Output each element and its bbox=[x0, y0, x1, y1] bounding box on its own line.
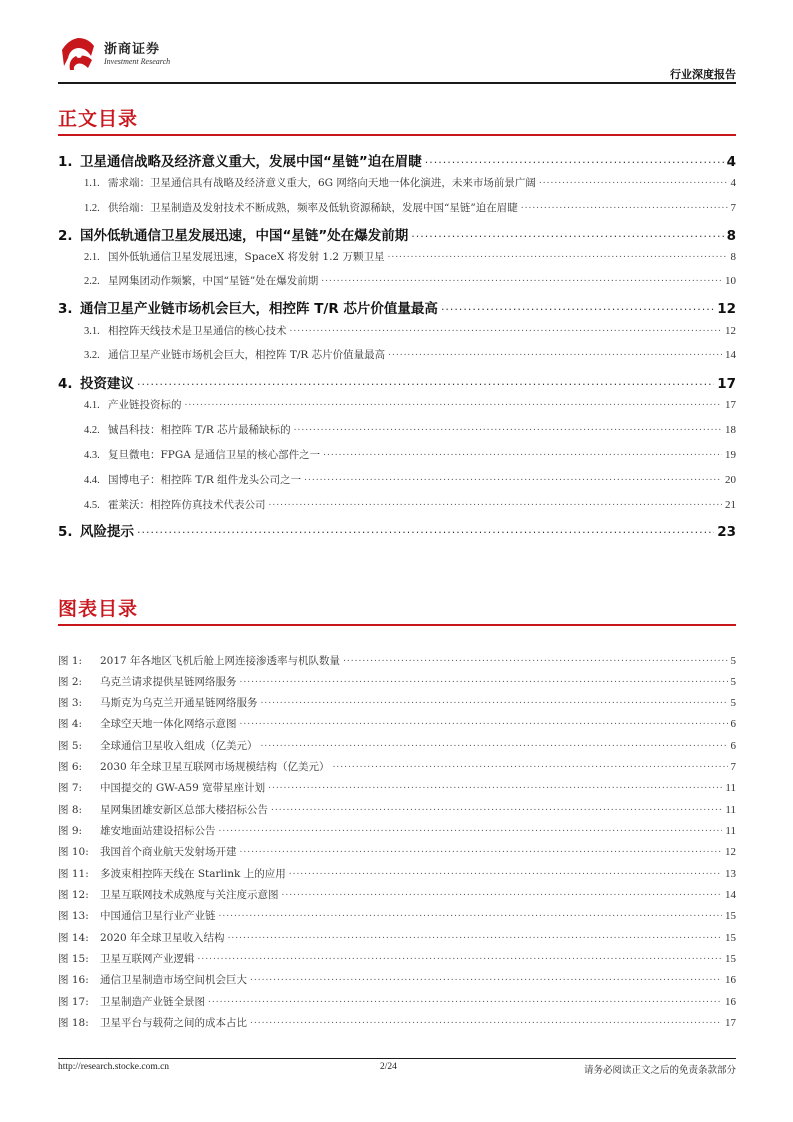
dot-leader bbox=[198, 953, 723, 962]
footer-divider bbox=[58, 1058, 736, 1059]
dot-leader bbox=[294, 424, 722, 433]
toc-entry[interactable] bbox=[84, 323, 736, 338]
figure-entry-title: 卫星互联网技术成熟度与关注度示意图 bbox=[100, 889, 279, 901]
toc-entry-number: 1.1. bbox=[84, 178, 100, 189]
toc-entry-page: 18 bbox=[725, 424, 736, 436]
figure-entry[interactable] bbox=[58, 866, 736, 881]
figure-entry-title: 卫星制造产业链全景图 bbox=[100, 996, 205, 1008]
toc-entry-page: 19 bbox=[725, 449, 736, 461]
logo-english-name: Investment Research bbox=[104, 57, 171, 66]
figure-entry[interactable] bbox=[58, 802, 736, 817]
toc-entry-title: 投资建议 bbox=[80, 376, 134, 392]
figure-entry-title: 2030 年全球卫星互联网市场规模结构（亿美元） bbox=[100, 761, 330, 773]
toc-entry-number: 2. bbox=[58, 228, 73, 244]
figure-entry-title: 卫星互联网产业逻辑 bbox=[100, 953, 195, 965]
toc-entry[interactable] bbox=[84, 397, 736, 412]
disclaimer-note: 请务必阅读正文之后的免责条款部分 bbox=[583, 1065, 736, 1076]
figure-entry[interactable] bbox=[58, 887, 736, 902]
dot-leader bbox=[268, 782, 722, 791]
toc-entry[interactable] bbox=[58, 297, 736, 317]
figure-entry-title: 星网集团雄安新区总部大楼招标公告 bbox=[100, 804, 268, 816]
footer-url-link[interactable]: http://research.stocke.com.cn bbox=[58, 1062, 170, 1072]
dot-leader bbox=[343, 655, 727, 664]
toc-entry-title: 产业链投资标的 bbox=[108, 399, 182, 411]
toc-entry-title: 国外低轨通信卫星发展迅速，SpaceX 将发射 1.2 万颗卫星 bbox=[108, 251, 385, 263]
figure-entry-page: 5 bbox=[730, 655, 736, 667]
figure-entry-title: 全球通信卫星收入组成（亿美元） bbox=[100, 740, 258, 752]
toc-entry-number: 2.2. bbox=[84, 276, 100, 287]
figure-entry[interactable] bbox=[58, 930, 736, 945]
figure-entry-page: 5 bbox=[730, 697, 736, 709]
toc-entry[interactable] bbox=[84, 422, 736, 437]
report-type-label: 行业深度报告 bbox=[670, 68, 736, 81]
toc-entry[interactable] bbox=[84, 273, 736, 288]
figure-entry-title: 中国通信卫星行业产业链 bbox=[100, 910, 216, 922]
figure-entry-page: 5 bbox=[730, 676, 736, 688]
figure-entry-page: 11 bbox=[725, 782, 736, 794]
toc-entry-title: 需求端：卫星通信具有战略及经济意义重大，6G 网络向天地一体化演进，未来市场前景广阔 bbox=[108, 177, 536, 189]
figure-entry-page: 15 bbox=[725, 932, 736, 944]
figure-entry[interactable] bbox=[58, 908, 736, 923]
figure-entry-number: 图 11: bbox=[58, 868, 89, 880]
dot-leader bbox=[441, 302, 714, 313]
dot-leader bbox=[240, 676, 728, 685]
figure-entry[interactable] bbox=[58, 951, 736, 966]
toc-entry-title: 风险提示 bbox=[80, 524, 134, 540]
dot-leader bbox=[208, 996, 722, 1005]
toc-entry-number: 2.1. bbox=[84, 252, 100, 263]
toc-entry-number: 4. bbox=[58, 376, 73, 392]
toc-entry-number: 5. bbox=[58, 524, 73, 540]
page-number: 2/24 bbox=[380, 1062, 397, 1072]
figure-list-title: 图表目录 bbox=[58, 598, 139, 620]
figure-entry-page: 13 bbox=[725, 868, 736, 880]
figure-entry[interactable] bbox=[58, 716, 736, 731]
figure-list-title-divider bbox=[58, 624, 736, 626]
figure-entry-page: 7 bbox=[730, 761, 736, 773]
figure-entry-title: 卫星平台与载荷之间的成本占比 bbox=[100, 1017, 247, 1029]
figure-entry-number: 图 3: bbox=[58, 697, 83, 709]
toc-entry-page: 12 bbox=[725, 325, 736, 337]
toc-entry-page: 20 bbox=[725, 474, 736, 486]
figure-entry-title: 通信卫星制造市场空间机会巨大 bbox=[100, 974, 247, 986]
dot-leader bbox=[323, 449, 722, 458]
toc-entry-title: 复旦微电：FPGA 是通信卫星的核心部件之一 bbox=[108, 449, 321, 461]
toc-entry-number: 4.3. bbox=[84, 450, 100, 461]
toc-entry-number: 3.1. bbox=[84, 326, 100, 337]
toc-entry-page: 4 bbox=[730, 177, 736, 189]
dot-leader bbox=[289, 868, 722, 877]
toc-entry[interactable] bbox=[58, 224, 736, 244]
figure-entry-title: 乌克兰请求提供星链网络服务 bbox=[100, 676, 237, 688]
figure-entry-page: 6 bbox=[730, 740, 736, 752]
figure-entry-number: 图 16: bbox=[58, 974, 89, 986]
dot-leader bbox=[240, 846, 723, 855]
toc-entry-page: 21 bbox=[725, 499, 736, 511]
figure-entry[interactable] bbox=[58, 844, 736, 859]
toc-entry-page: 8 bbox=[730, 251, 736, 263]
dot-leader bbox=[219, 910, 723, 919]
toc-entry-title: 供给端：卫星制造及发射技术不断成熟，频率及低轨资源稀缺，发展中国“星链”迫在眉睫 bbox=[108, 202, 518, 214]
dot-leader bbox=[240, 718, 728, 727]
toc-entry-page: 17 bbox=[717, 376, 736, 392]
figure-entry-number: 图 7: bbox=[58, 782, 83, 794]
figure-entry-number: 图 14: bbox=[58, 932, 89, 944]
figure-entry[interactable] bbox=[58, 653, 736, 668]
dot-leader bbox=[185, 399, 723, 408]
figure-entry-title: 全球空天地一体化网络示意图 bbox=[100, 718, 237, 730]
figure-entry[interactable] bbox=[58, 674, 736, 689]
figure-entry-page: 16 bbox=[725, 974, 736, 986]
dot-leader bbox=[333, 761, 728, 770]
company-logo-icon bbox=[58, 36, 98, 72]
figure-entry[interactable] bbox=[58, 1015, 736, 1030]
figure-entry-number: 图 10: bbox=[58, 846, 89, 858]
toc-entry-title: 通信卫星产业链市场机会巨大，相控阵 T/R 芯片价值量最高 bbox=[108, 349, 386, 361]
figure-entry-page: 15 bbox=[725, 910, 736, 922]
toc-entry[interactable] bbox=[58, 372, 736, 392]
toc-entry-title: 国博电子：相控阵 T/R 组件龙头公司之一 bbox=[108, 474, 302, 486]
toc-entry[interactable] bbox=[84, 249, 736, 264]
figure-entry-title: 2020 年全球卫星收入结构 bbox=[100, 932, 225, 944]
figure-entry-title: 2017 年各地区飞机后舱上网连接渗透率与机队数量 bbox=[100, 655, 341, 667]
toc-entry[interactable] bbox=[84, 472, 736, 487]
figure-entry-number: 图 15: bbox=[58, 953, 89, 965]
toc-entry[interactable] bbox=[84, 175, 736, 190]
logo-chinese-name: 浙商证券 bbox=[104, 42, 161, 57]
toc-entry[interactable] bbox=[84, 497, 736, 512]
figure-entry-page: 12 bbox=[725, 846, 736, 858]
dot-leader bbox=[261, 697, 728, 706]
dot-leader bbox=[271, 804, 722, 813]
figure-entry-page: 16 bbox=[725, 996, 736, 1008]
toc-entry-page: 4 bbox=[726, 154, 736, 170]
toc-entry-title: 星网集团动作频繁，中国“星链”处在爆发前期 bbox=[108, 275, 319, 287]
toc-entry-number: 3. bbox=[58, 301, 73, 317]
toc-entry-title: 卫星通信战略及经济意义重大，发展中国“星链”迫在眉睫 bbox=[80, 154, 422, 170]
figure-entry-number: 图 8: bbox=[58, 804, 83, 816]
toc-entry[interactable] bbox=[84, 200, 736, 215]
toc-entry-title: 国外低轨通信卫星发展迅速，中国“星链”处在爆发前期 bbox=[80, 228, 409, 244]
dot-leader bbox=[137, 525, 714, 536]
figure-entry-title: 中国提交的 GW-A59 宽带星座计划 bbox=[100, 782, 266, 794]
figure-entry[interactable] bbox=[58, 695, 736, 710]
toc-entry[interactable] bbox=[84, 347, 736, 362]
dot-leader bbox=[411, 229, 723, 240]
toc-entry-number: 4.1. bbox=[84, 400, 100, 411]
figure-entry-number: 图 9: bbox=[58, 825, 83, 837]
toc-entry-number: 1.2. bbox=[84, 203, 100, 214]
toc-entry-title: 通信卫星产业链市场机会巨大，相控阵 T/R 芯片价值量最高 bbox=[80, 301, 438, 317]
toc-entry-page: 7 bbox=[730, 202, 736, 214]
figure-entry-number: 图 1: bbox=[58, 655, 83, 667]
figure-entry-title: 我国首个商业航天发射场开建 bbox=[100, 846, 237, 858]
figure-entry-number: 图 6: bbox=[58, 761, 83, 773]
figure-entry[interactable] bbox=[58, 994, 736, 1009]
toc-entry-page: 12 bbox=[717, 301, 736, 317]
dot-leader bbox=[261, 740, 728, 749]
figure-entry-number: 图 13: bbox=[58, 910, 89, 922]
dot-leader bbox=[387, 251, 727, 260]
dot-leader bbox=[521, 202, 728, 211]
figure-entry[interactable] bbox=[58, 759, 736, 774]
page-header bbox=[58, 30, 736, 82]
figure-entry-page: 15 bbox=[725, 953, 736, 965]
toc-entry[interactable] bbox=[58, 150, 736, 170]
toc-entry-page: 17 bbox=[725, 399, 736, 411]
dot-leader bbox=[250, 1017, 722, 1026]
figure-entry-number: 图 17: bbox=[58, 996, 89, 1008]
figure-entry-number: 图 12: bbox=[58, 889, 89, 901]
figure-entry-number: 图 2: bbox=[58, 676, 83, 688]
toc-entry-title: 霍莱沃：相控阵仿真技术代表公司 bbox=[108, 499, 266, 511]
figure-entry-number: 图 18: bbox=[58, 1017, 89, 1029]
dot-leader bbox=[137, 377, 714, 388]
dot-leader bbox=[290, 325, 723, 334]
figure-entry-page: 14 bbox=[725, 889, 736, 901]
toc-entry-title: 铖昌科技：相控阵 T/R 芯片最稀缺标的 bbox=[108, 424, 291, 436]
toc-entry-page: 14 bbox=[725, 349, 736, 361]
dot-leader bbox=[269, 499, 723, 508]
dot-leader bbox=[282, 889, 723, 898]
dot-leader bbox=[250, 974, 722, 983]
toc-entry[interactable] bbox=[84, 447, 736, 462]
header-divider bbox=[58, 82, 736, 84]
figure-entry-page: 11 bbox=[725, 825, 736, 837]
toc-entry[interactable] bbox=[58, 520, 736, 540]
figure-entry-page: 11 bbox=[725, 804, 736, 816]
toc-title: 正文目录 bbox=[58, 108, 139, 130]
toc-entry-title: 相控阵天线技术是卫星通信的核心技术 bbox=[108, 325, 287, 337]
figure-entry-page: 17 bbox=[725, 1017, 736, 1029]
figure-entry[interactable] bbox=[58, 972, 736, 987]
figure-entry[interactable] bbox=[58, 823, 736, 838]
figure-entry-title: 雄安地面站建设招标公告 bbox=[100, 825, 216, 837]
dot-leader bbox=[539, 177, 728, 186]
dot-leader bbox=[304, 474, 722, 483]
figure-entry[interactable] bbox=[58, 780, 736, 795]
figure-entry[interactable] bbox=[58, 738, 736, 753]
dot-leader bbox=[388, 349, 722, 358]
toc-entry-page: 23 bbox=[717, 524, 736, 540]
toc-entry-page: 10 bbox=[725, 275, 736, 287]
figure-entry-title: 马斯克为乌克兰开通星链网络服务 bbox=[100, 697, 258, 709]
toc-entry-number: 4.4. bbox=[84, 475, 100, 486]
figure-entry-number: 图 5: bbox=[58, 740, 83, 752]
dot-leader bbox=[425, 155, 724, 166]
toc-entry-number: 4.5. bbox=[84, 500, 100, 511]
figure-entry-page: 6 bbox=[730, 718, 736, 730]
dot-leader bbox=[228, 932, 722, 941]
figure-entry-number: 图 4: bbox=[58, 718, 83, 730]
dot-leader bbox=[219, 825, 723, 834]
dot-leader bbox=[321, 275, 722, 284]
toc-title-divider bbox=[58, 134, 736, 136]
toc-entry-number: 3.2. bbox=[84, 350, 100, 361]
toc-entry-page: 8 bbox=[726, 228, 736, 244]
toc-entry-number: 4.2. bbox=[84, 425, 100, 436]
toc-entry-number: 1. bbox=[58, 154, 73, 170]
figure-entry-title: 多波束相控阵天线在 Starlink 上的应用 bbox=[100, 868, 286, 880]
